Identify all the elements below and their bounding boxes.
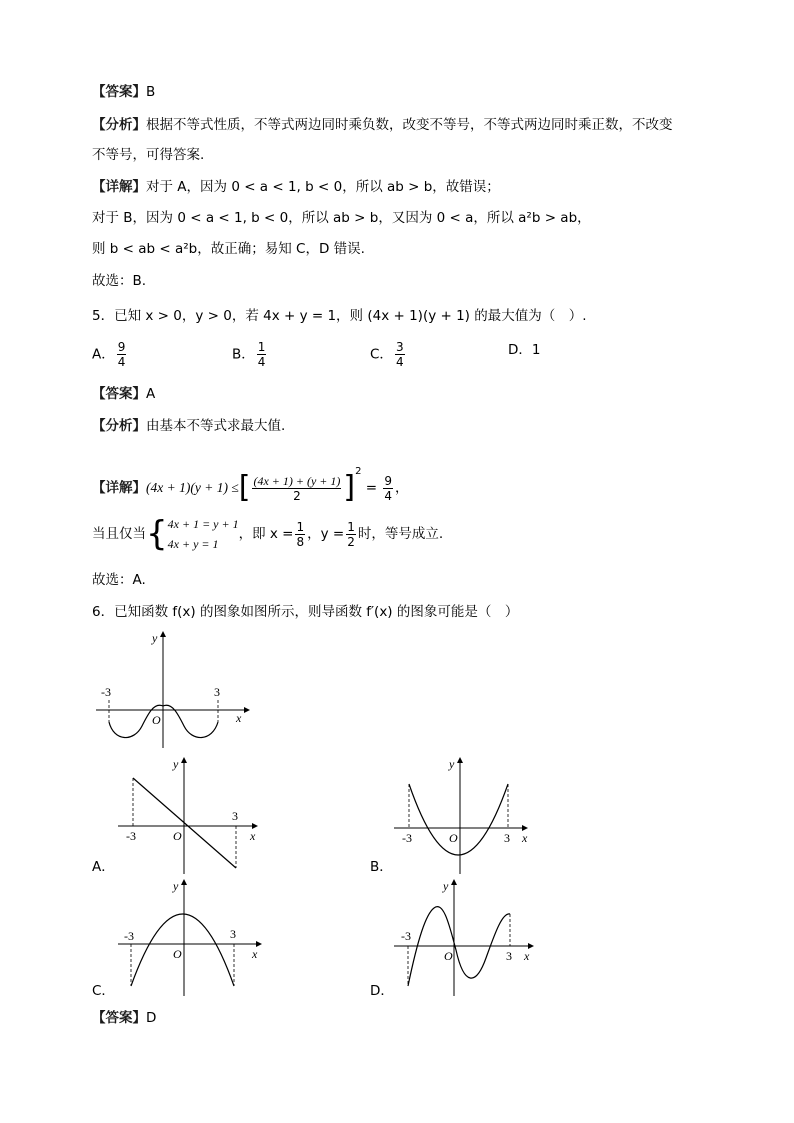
- detail-exponent: 2: [355, 466, 362, 477]
- analysis-text: 由基本不等式求最大值.: [146, 418, 286, 434]
- label-x: x: [522, 831, 528, 845]
- option-b-frac: [257, 340, 267, 369]
- x-den: 8: [296, 534, 305, 549]
- label-x: x: [524, 949, 530, 963]
- y-arrow: [160, 631, 166, 637]
- eq-mid-2: ，y =: [307, 526, 345, 542]
- answer-q4: [92, 82, 155, 102]
- caption-option-d: D．: [370, 983, 394, 999]
- y-arrow: [457, 757, 463, 763]
- y-num: 1: [347, 519, 355, 534]
- analysis-text-cont: 不等号，可得答案.: [92, 147, 205, 163]
- detail-inner: (4x + 1) + (y + 1): [253, 473, 341, 488]
- label-origin: O: [152, 713, 161, 727]
- option-a-label: A．: [92, 346, 115, 363]
- option-a: [92, 340, 128, 369]
- option-a-frac: [117, 340, 127, 369]
- label-pos3: 3: [504, 831, 510, 845]
- detail-result: [383, 474, 393, 503]
- label-origin: O: [173, 829, 182, 843]
- analysis-q4: [92, 115, 673, 135]
- answer-value: A: [146, 386, 156, 402]
- label-neg3: -3: [124, 929, 134, 943]
- option-d: [508, 340, 541, 360]
- answer-tag: 【答案】: [92, 1010, 146, 1026]
- derivative-parabola: [131, 914, 234, 986]
- label-pos3: 3: [214, 685, 220, 699]
- y-arrow: [181, 757, 187, 763]
- analysis-tag: 【分析】: [92, 117, 146, 133]
- x-frac: [295, 520, 305, 549]
- question-5-stem: [92, 306, 587, 326]
- label-origin: O: [444, 949, 453, 963]
- analysis-text: 根据不等式性质，不等式两边同时乘负数，改变不等号，不等式两边同时乘正数，不改变: [146, 117, 673, 133]
- system-brace: {: [146, 514, 168, 554]
- label-neg3: -3: [126, 829, 136, 843]
- label-origin: O: [173, 947, 182, 961]
- detail-result-num: 9: [384, 473, 393, 488]
- detail-q5: 【详解】(4x + 1)(y + 1) ≤[ $\frac{(4x + 1) + (y + 1)}{2}$ ]$^2$ = $\frac{9}{4}$ ，: [92, 466, 409, 505]
- caption-option-a: A．: [92, 859, 115, 875]
- x-arrow: [244, 707, 250, 713]
- equality-condition: [92, 512, 443, 556]
- option-c: [370, 340, 407, 369]
- label-pos3: 3: [232, 809, 238, 823]
- label-x: x: [252, 947, 258, 961]
- conclusion-q4: [92, 271, 146, 291]
- detail-line-3: 则 b < ab < a²b，故正确；易知 C，D 错误.: [92, 241, 365, 257]
- option-a-den: 4: [117, 355, 126, 369]
- answer-tag: 【答案】: [92, 84, 146, 100]
- graph-option-d: [394, 878, 544, 998]
- eq-prefix: 当且仅当: [92, 526, 146, 542]
- system-eq-2: 4x + y = 1: [167, 537, 219, 551]
- conclusion-text: 故选：B.: [92, 273, 147, 289]
- option-b: [232, 340, 268, 369]
- analysis-tag: 【分析】: [92, 418, 146, 434]
- answer-value: B: [146, 84, 156, 100]
- option-b-label: B．: [232, 346, 255, 363]
- graph-option-c: [118, 878, 268, 998]
- left-bracket: [: [238, 470, 251, 505]
- label-neg3: -3: [402, 831, 412, 845]
- answer-q5: [92, 384, 155, 404]
- y-frac: [346, 520, 356, 549]
- conclusion-q5: [92, 570, 146, 590]
- graph-option-a: [118, 756, 268, 876]
- option-b-den: 4: [257, 355, 266, 369]
- option-c-label: C．: [370, 346, 393, 363]
- fx-graph: [94, 630, 254, 750]
- detail-q4-l3: [92, 239, 365, 259]
- label-pos3: 3: [230, 927, 236, 941]
- detail-q4: [92, 177, 500, 197]
- answer-value: D: [146, 1010, 157, 1026]
- eq-suffix: 时，等号成立.: [357, 526, 444, 542]
- detail-tag: 【详解】: [92, 179, 146, 195]
- detail-result-den: 4: [384, 488, 393, 503]
- detail-tag: 【详解】: [92, 480, 146, 496]
- analysis-q5: [92, 416, 285, 436]
- label-y: y: [443, 879, 449, 893]
- option-a-num: 9: [117, 340, 126, 354]
- label-pos3: 3: [506, 949, 512, 963]
- option-c-frac: [395, 340, 405, 369]
- x-num: 1: [296, 519, 305, 534]
- graph-option-b: [394, 756, 544, 876]
- detail-frac: [252, 474, 341, 503]
- label-x: x: [236, 711, 242, 725]
- detail-lhs: (4x + 1)(y + 1) ≤: [146, 480, 239, 495]
- detail-den: 2: [293, 488, 301, 503]
- label-x: x: [250, 829, 256, 843]
- question-6-stem: [92, 602, 518, 622]
- label-neg3: -3: [101, 685, 111, 699]
- detail-q4-l2: [92, 208, 591, 228]
- label-neg3: -3: [401, 929, 411, 943]
- label-y: y: [173, 757, 179, 771]
- system-eq-1: 4x + 1 = y + 1: [167, 517, 239, 531]
- option-b-num: 1: [257, 340, 266, 354]
- y-arrow: [451, 879, 457, 885]
- y-den: 2: [347, 534, 355, 549]
- right-bracket: ]: [343, 470, 356, 505]
- conclusion-text: 故选：A.: [92, 572, 146, 588]
- detail-line-2: 对于 B，因为 0 < a < 1, b < 0，所以 ab > b，又因为 0 < a，所以 a²b > ab，: [92, 210, 591, 226]
- answer-q6: [92, 1008, 156, 1028]
- equation-system: [168, 514, 239, 554]
- detail-line-1: 对于 A，因为 0 < a < 1, b < 0，所以 ab > b，故错误；: [146, 179, 500, 195]
- question-6-text: 6．已知函数 f(x) 的图象如图所示，则导函数 f′(x) 的图象可能是（ ）: [92, 604, 519, 620]
- label-origin: O: [449, 831, 458, 845]
- label-y: y: [449, 757, 455, 771]
- option-d-value: 1: [531, 342, 541, 358]
- eq-mid-1: ，即 x =: [238, 526, 294, 542]
- option-c-num: 3: [395, 340, 404, 354]
- analysis-q4-cont: [92, 145, 204, 165]
- option-d-label: D．: [508, 342, 532, 358]
- y-arrow: [181, 879, 187, 885]
- caption-option-c: C．: [92, 983, 115, 999]
- question-5-text: 5．已知 x > 0，y > 0，若 4x + y = 1，则 (4x + 1)(y + 1) 的最大值为（ ）.: [92, 308, 587, 324]
- label-y: y: [152, 631, 158, 645]
- label-y: y: [173, 879, 179, 893]
- derivative-parabola: [409, 784, 508, 855]
- option-c-den: 4: [395, 355, 404, 369]
- caption-option-b: B．: [370, 859, 393, 875]
- answer-tag: 【答案】: [92, 386, 146, 402]
